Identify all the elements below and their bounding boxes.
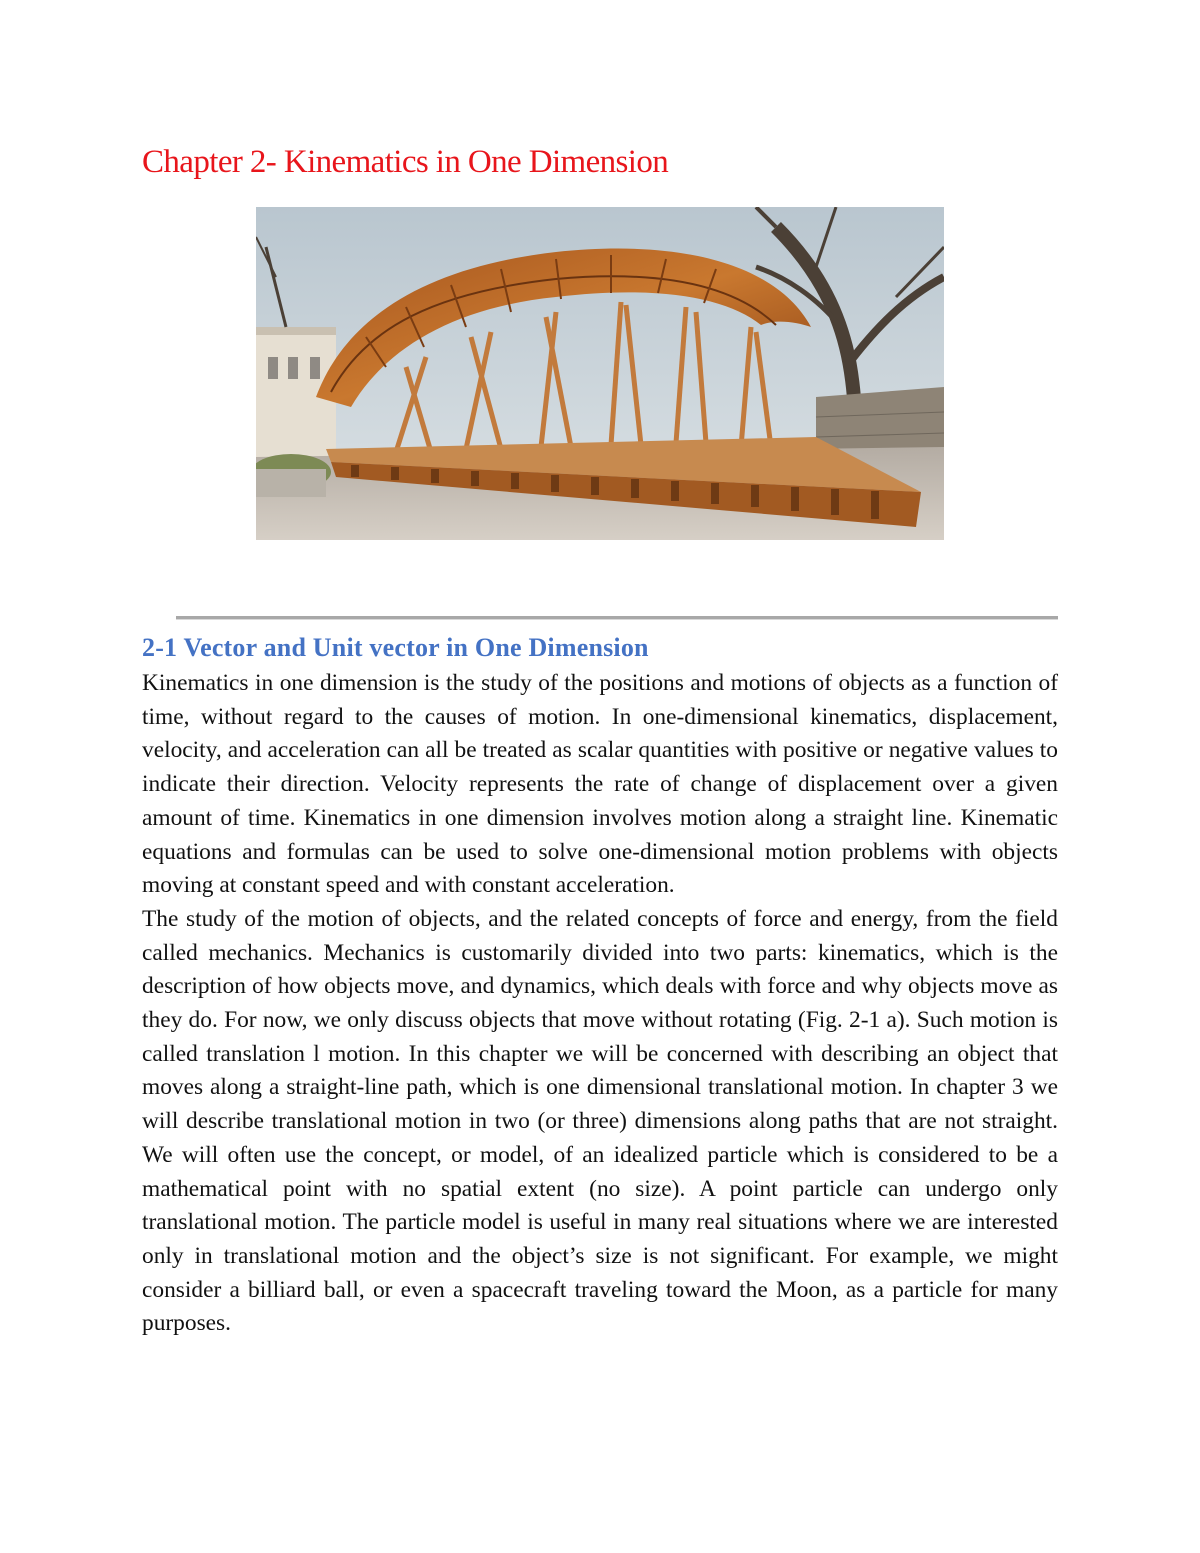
pavilion-photo xyxy=(256,207,944,540)
section-heading: 2-1 Vector and Unit vector in One Dimension xyxy=(142,633,649,662)
chapter-title: Chapter 2- Kinematics in One Dimension xyxy=(142,144,669,180)
section-divider xyxy=(176,616,1058,620)
paragraph-2: The study of the motion of objects, and the related concepts of force and energy, from the field called mechanics. Mechanics is customarily divided into two parts: kinematics, which is the description of how objects move, and dynamics, which deals with force and why objects move as they do. For now, we only discuss objects that move without rotating (Fig. 2-1 a). Such motion is called translation l motion. In this chapter we will be concerned with describing an object that moves along a straight-line path, which is one dimensional translational motion. In chapter 3 we will describe translational motion in two (or three) dimensions along paths that are not straight. We will often use the concept, or model, of an idealized particle which is considered to be a mathematical point with no spatial extent (no size). A point particle can undergo only translational motion. The particle model is useful in many real situations where we are interested only in translational motion and the object’s size is not significant. For example, we might consider a billiard ball, or even a spacecraft traveling toward the Moon, as a particle for many purposes. xyxy=(142,905,1058,1337)
body-text xyxy=(142,667,1058,1341)
paragraph-1: Kinematics in one dimension is the study of the positions and motions of objects as a function of time, without regard to the causes of motion. In one-dimensional kinematics, displacement, velocity, and acceleration can all be treated as scalar quantities with positive or negative values to indicate their direction. Velocity represents the rate of change of displacement over a given amount of time. Kinematics in one dimension involves motion along a straight line. Kinematic equations and formulas can be used to solve one-dimensional motion problems with objects moving at constant speed and with constant acceleration. xyxy=(142,670,1058,899)
